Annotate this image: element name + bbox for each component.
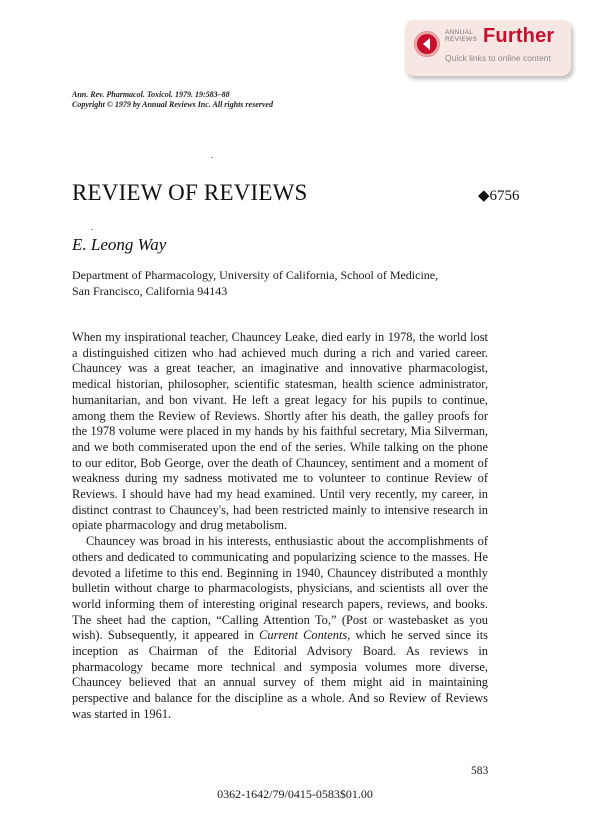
- play-arrow-icon: [414, 31, 440, 57]
- author-affiliation: Department of Pharmacology, University of California, School of Medicine, San Francisco, California 94143: [72, 268, 439, 298]
- paragraph: When my inspirational teacher, Chauncey Leake, died early in 1978, the world lost a distinguished citizen who had achieved much during a rich and varied career. Chauncey was a great teacher, an imaginative and innovative pharmacologist, medical historian, philosopher, scientific statesman, health science administrator, humanitarian, and bon vivant. He left a great legacy for his pupils to continue, among them the Review of Reviews. Shortly after his death, the galley proofs for the 1978 volume were placed in my hands by his faithful secretary, Mia Silverman, and we both commiserated upon the end of the series. While talking on the phone to our editor, Bob George, over the death of Chauncey, sentiment and a moment of weakness during my sadness motivated me to volunteer to continue Review of Reviews. I should have had my head examined. Until very recently, my career, in distinct contrast to Chauncey's, had been restricted mainly to intensive research in opiate pharmacology and drug metabolism.: [72, 330, 488, 533]
- scan-speck: [211, 157, 213, 158]
- further-badge[interactable]: [405, 20, 571, 76]
- badge-subtitle: Quick links to online content: [445, 53, 551, 63]
- citation-line: Ann. Rev. Pharmacol. Toxicol. 1979. 19:583–88: [72, 90, 230, 99]
- article-body: [72, 330, 488, 723]
- article-title: REVIEW OF REVIEWS: [72, 180, 308, 205]
- badge-brand-small: ANNUAL REVIEWS: [445, 29, 478, 43]
- article-code: ◆6756: [478, 188, 520, 204]
- author-name: E. Leong Way: [72, 235, 167, 254]
- scan-speck: [91, 229, 93, 230]
- paragraph: Chauncey was broad in his interests, enthusiastic about the accomplishments of others and dedicated to communicating and popularizing science to the masses. He devoted a lifetime to this end. Beginning in 1940, Chauncey distributed a monthly bulletin without charge to pharmacologists, physicians, and scientists all over the world informing them of interesting original research papers, reviews, and books. The sheet had the caption, “Calling Attention To,” (Post or wastebasket as you wish). Subsequently, it appeared in Current Contents, which he served since its inception as Chairman of the Editorial Advisory Board. As reviews in pharmacology became more technical and symposia volumes more diverse, Chauncey believed that an annual survey of them might aid in maintaining perspective and balance for the discipline as a whole. And so Review of Reviews was started in 1961.: [72, 534, 488, 721]
- badge-title: Further: [483, 25, 555, 47]
- copyright-line: Copyright © 1979 by Annual Reviews Inc. All rights reserved: [72, 100, 273, 109]
- page-number: 583: [471, 765, 489, 777]
- journal-citation: [72, 90, 273, 110]
- issn-footer: 0362-1642/79/0415-0583$01.00: [217, 787, 373, 801]
- journal-title-italic: Current Contents,: [259, 628, 351, 643]
